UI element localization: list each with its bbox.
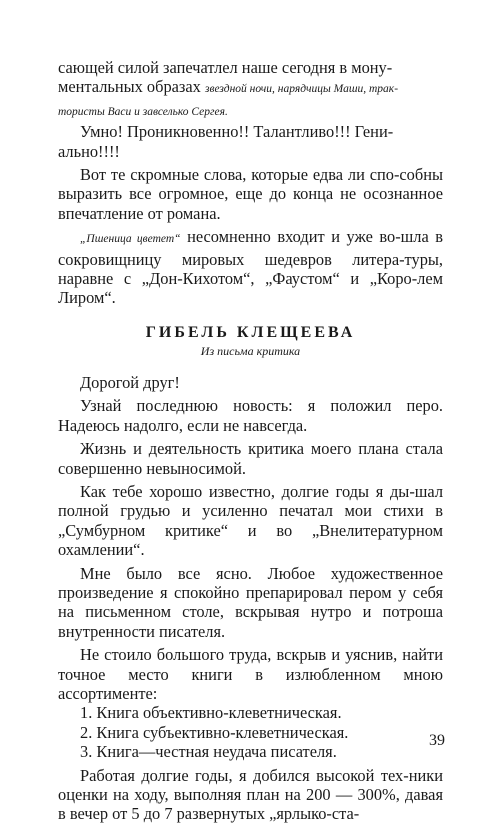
intro-line-1: сающей силой запечатлел наше сегодня в мону- xyxy=(58,58,393,77)
list-item: 2. Книга субъективно-клеветническая. xyxy=(80,722,349,742)
paragraph-3-small: „Пшеница цветет“ xyxy=(80,233,181,246)
intro-line-3 xyxy=(58,100,443,122)
letter-paragraph-1: Узнай последнюю новость: я положил перо. Надеюсь надолго, если не навсегда. xyxy=(58,396,443,435)
paragraph-3 xyxy=(58,227,443,308)
intro-line-2-small: звездной ночи, нарядчицы Маши, трак- xyxy=(204,83,399,96)
intro-line-2-text: ментальных образах xyxy=(58,77,205,97)
list-item: 1. Книга объективно-клеветническая. xyxy=(80,703,342,723)
paragraph-3-rest: несомненно входит и уже во-шла в сокровищницу мировых шедевров литера-туры, наравне с „Дон-Кихотом“, „Фаустом“ и „Коро-лем Лиром“. xyxy=(58,227,443,308)
letter-paragraph-2: Жизнь и деятельность критика моего плана стала совершенно невыносимой. xyxy=(58,439,443,478)
intro-line-3-small: тористы Васи и завселько Сергея. xyxy=(58,105,228,118)
paragraph-2: Вот те скромные слова, которые едва ли спо-собны выразить все огромное, еще до конца не осознанное впечатление от романа. xyxy=(58,165,443,223)
letter-greeting: Дорогой друг! xyxy=(80,372,180,392)
letter-paragraph-3: Как тебе хорошо известно, долгие годы я ды-шал полной грудью и усиленно печатал мои стихи в „Сумбурном критике“ и во „Внелитературном охамлении“. xyxy=(58,481,443,560)
chapter-subtitle: Из письма критика xyxy=(200,343,301,358)
page-number: 39 xyxy=(429,732,445,749)
closing-paragraph: Работая долгие годы, я добился высокой тех-ники оценки на ходу, выполняя план на 200 — 300%, давая в вечер от 5 до 7 развернутых „ярлыко-ста- xyxy=(58,765,443,824)
intro-line-2 xyxy=(58,77,443,99)
book-page xyxy=(58,58,443,824)
intro-line-5: ально!!!! xyxy=(58,141,120,161)
list-item: 3. Книга—честная неудача писателя. xyxy=(80,742,337,762)
letter-paragraph-5: Не стоило большого труда, вскрыв и уяснив, найти точное место книги в излюбленном мною ассортименте: xyxy=(58,645,443,703)
letter-paragraph-4: Мне было все ясно. Любое художественное произведение я спокойно препарировал пером у себя на письменном столе, вскрывая нутро и потроша внутренности писателя. xyxy=(58,563,443,641)
chapter-title: ГИБЕЛЬ КЛЕЩЕЕВА xyxy=(145,323,356,341)
intro-line-4: Умно! Проникновенно!! Талантливо!!! Гени- xyxy=(80,122,394,142)
